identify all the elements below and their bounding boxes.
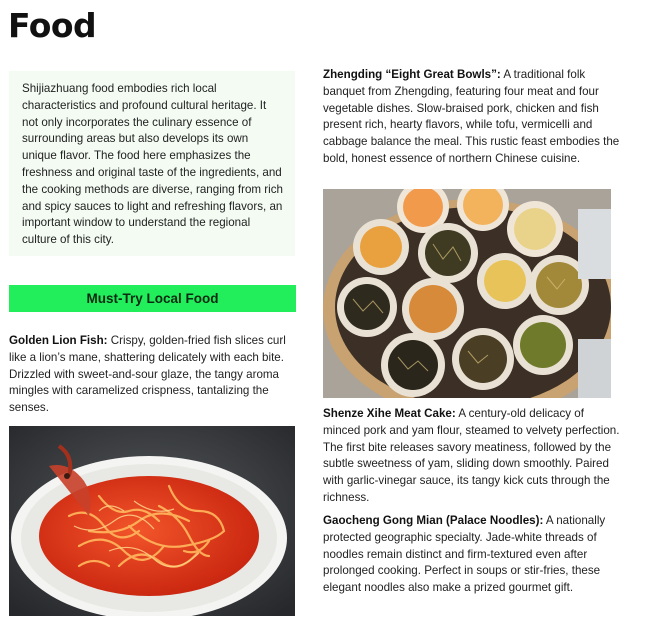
dish-gaocheng-gong-mian (323, 513, 623, 597)
page-title: Food (8, 6, 97, 45)
eight-great-bowls-illustration (323, 189, 611, 398)
section-banner (9, 285, 296, 312)
dish-description: A nationally protected geographic specialty. Jade-white threads of noodles remain distinct and firm-textured even after prolonged cooking. Perfect in soups or stir-fries, these elegant noodles also make a prized gourmet gift. (323, 514, 606, 595)
dish-golden-lion-fish (9, 333, 294, 417)
dish-description: A traditional folk banquet from Zhengding, featuring four meat and four vegetable dishes. Slow-braised pork, chicken and fish present rich, hearty flavors, while tofu, vermicelli and cabbage balance the meal. This rustic feast embodies the bold, honest essence of northern Chinese cuisine. (323, 68, 620, 165)
dish-eight-great-bowls (323, 67, 623, 168)
dish-description: A century-old delicacy of minced pork and yam flour, steamed to velvety perfection. The first bite releases savory meatiness, followed by the subtle sweetness of yam, sliding down smoothly. Paired with garlic-vinegar sauce, its tangy kick cuts through the richness. (323, 407, 620, 504)
dish-description: Crispy, golden-fried fish slices curl like a lion’s mane, shattering delicately with each bite. Drizzled with sweet-and-sour glaze, the tangy aroma mingles with caramelized crispness, tantalizing the senses. (9, 334, 286, 415)
dish-name: Zhengding “Eight Great Bowls”: (323, 68, 501, 81)
intro-text: Shijiazhuang food embodies rich local characteristics and profound cultural heritage. It not only incorporates the culinary essence of surrounding areas but also develops its own unique flavor. The food here emphasizes the freshness and original taste of the ingredients, and the cooking methods are diverse, ranging from rich and spicy sauces to light and refreshing flavors, an important window to understand the regional culture of this city. (22, 82, 283, 247)
dish-name: Gaocheng Gong Mian (Palace Noodles): (323, 514, 544, 527)
dish-shenze-xihe-meat-cake (323, 406, 623, 507)
golden-lion-fish-photo (9, 426, 295, 616)
intro-box (9, 71, 295, 256)
eight-great-bowls-photo (323, 189, 611, 398)
dish-name: Golden Lion Fish: (9, 334, 108, 347)
dish-name: Shenze Xihe Meat Cake: (323, 407, 456, 420)
golden-lion-fish-illustration (9, 426, 295, 616)
section-heading: Must-Try Local Food (86, 291, 219, 306)
